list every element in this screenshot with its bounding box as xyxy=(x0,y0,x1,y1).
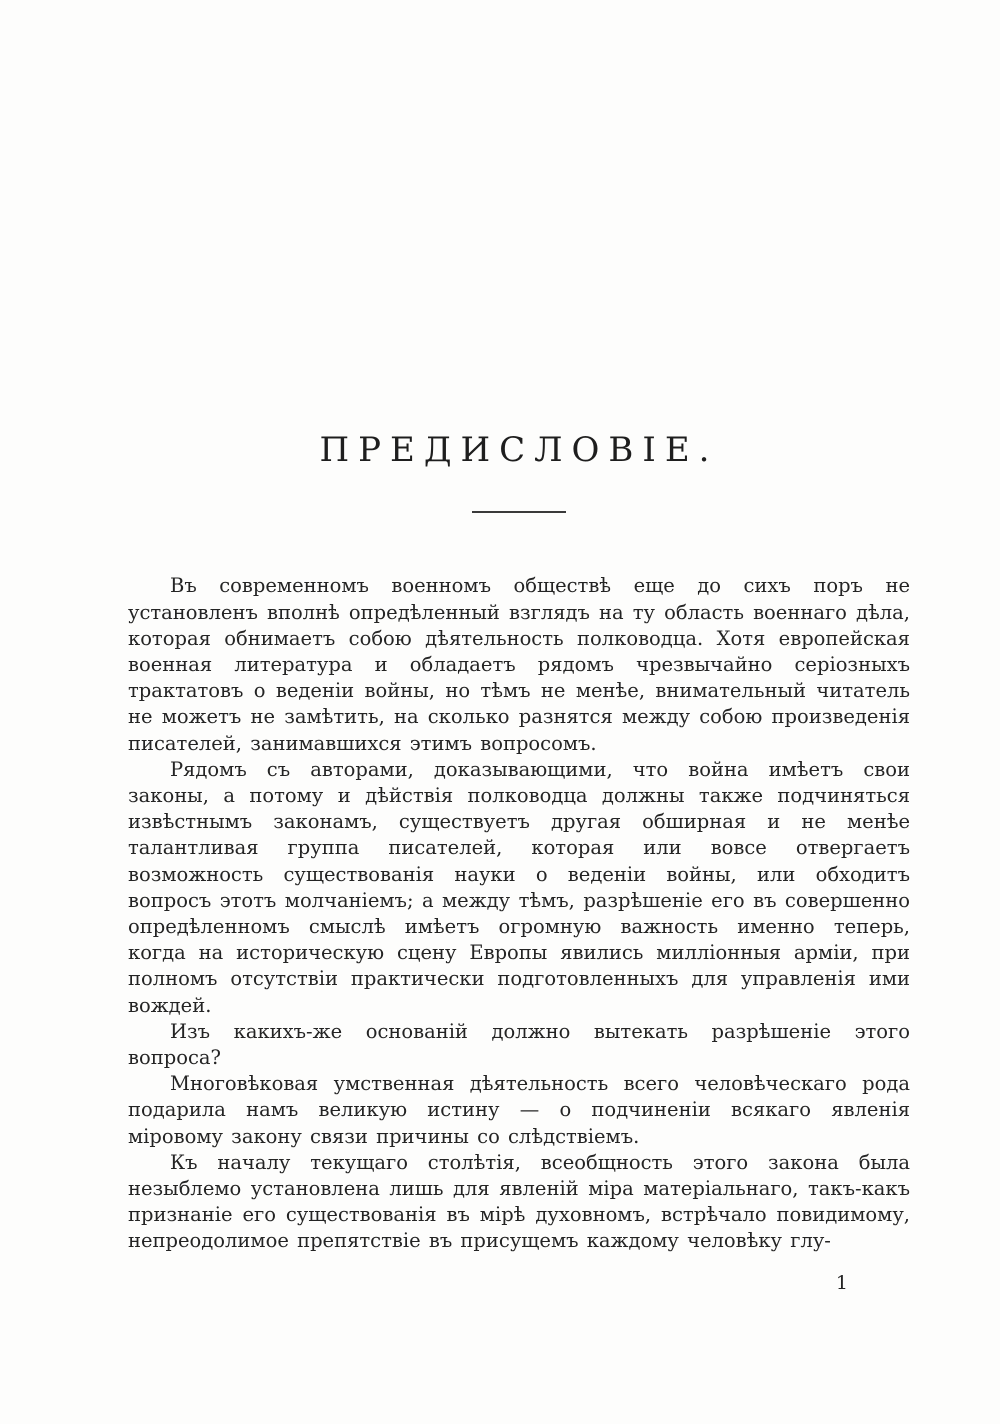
paragraph: Изъ какихъ-же основаній должно вытекать разрѣшеніе этого вопроса? xyxy=(128,1019,910,1070)
paragraph: Рядомъ съ авторами, доказывающими, что война имѣетъ свои законы, а потому и дѣйствія полководца должны также подчиняться извѣстнымъ законамъ, существуетъ другая обширная и не менѣе талантливая группа писателей, которая или вовсе отвергаетъ возможность существованія науки о веденіи войны, или обходитъ вопросъ этотъ молчаніемъ; а между тѣмъ, разрѣшеніе его въ совершенно опредѣленномъ смыслѣ имѣетъ огромную важность именно теперь, когда на историческую сцену Европы явились милліонныя арміи, при полномъ отсутствіи практически подготовленныхъ для управленія ими вождей. xyxy=(128,757,910,1017)
paragraph: Въ современномъ военномъ обществѣ еще до сихъ поръ не установленъ вполнѣ опредѣленный взглядъ на ту область военнаго дѣла, которая обнимаетъ собою дѣятельность полководца. Хотя европейская военная литература и обладаетъ рядомъ чрезвычайно серіозныхъ трактатовъ о веденіи войны, но тѣмъ не менѣе, внимательный читатель не можетъ не замѣтить, на сколько разнятся между собою произведенія писателей, занимавшихся этимъ вопросомъ. xyxy=(128,574,910,755)
page-number: 1 xyxy=(835,1272,848,1294)
paragraph: Многовѣковая умственная дѣятельность всего человѣческаго рода подарила намъ великую истину — о подчиненіи всякаго явленія міровому закону связи причины со слѣдствіемъ. xyxy=(128,1072,910,1148)
text-block xyxy=(128,573,910,1254)
page-title: ПРЕДИСЛОВІЕ. xyxy=(319,430,719,470)
title-divider xyxy=(472,511,566,513)
paragraph: Къ началу текущаго столѣтія, всеобщность этого закона была незыблемо установлена лишь для явленій міра матеріальнаго, такъ-какъ признаніе его существованія въ мірѣ духовномъ, встрѣчало повидимому, непреодолимое препятствіе въ присущемъ каждому человѣку глу- xyxy=(128,1150,910,1253)
